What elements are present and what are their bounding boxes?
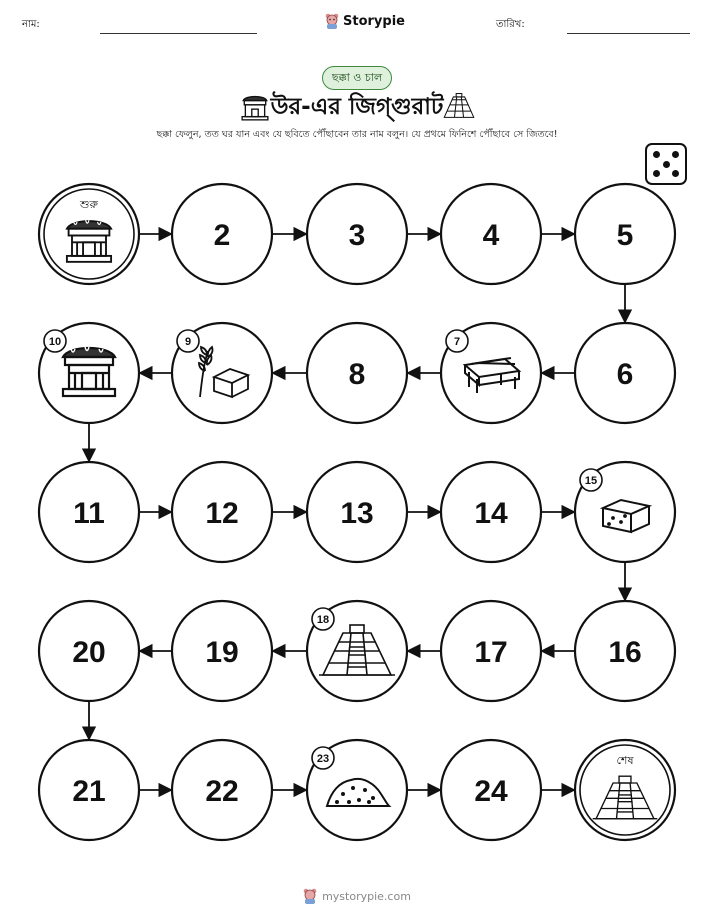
instructions: ছক্কা ফেলুন, তত ঘর যান এবং যে ছবিতে পৌঁছাবেন তার নাম বলুন। যে প্রথমে ফিনিশে পৌঁছাবে সে জিতবে! (156, 129, 558, 140)
board-cell-7[interactable] (441, 323, 541, 423)
footer (0, 888, 714, 904)
board-cell-22[interactable] (172, 740, 272, 840)
cell-number-badge: 9 (184, 336, 192, 348)
bear-icon (303, 888, 317, 904)
cell-number-badge: 18 (316, 614, 330, 626)
cell-number: 13 (340, 497, 374, 530)
cell-number: 22 (205, 775, 239, 808)
cell-number: 5 (616, 219, 634, 252)
cell-number-badge: 15 (584, 475, 598, 487)
cell-number: 20 (72, 636, 106, 669)
cell-number: 17 (474, 636, 508, 669)
board-cell-19[interactable] (172, 601, 272, 701)
board-cell-20[interactable] (39, 601, 139, 701)
board-cell-4[interactable] (441, 184, 541, 284)
cell-number: 8 (348, 358, 366, 391)
cell-number: 4 (482, 219, 500, 252)
board-cell-16[interactable] (575, 601, 675, 701)
cell-number: 24 (474, 775, 508, 808)
cell-number: 12 (205, 497, 239, 530)
board-cell-5[interactable] (575, 184, 675, 284)
date-label: তারিখ: (496, 19, 525, 30)
cell-number-badge: 23 (316, 753, 330, 765)
page-title: উর-এর জিগ্গুরাট (270, 94, 444, 120)
board-cell-23[interactable] (307, 740, 407, 840)
cell-number: 3 (348, 219, 366, 252)
cell-number: 6 (616, 358, 634, 391)
cell-number: 21 (72, 775, 106, 808)
board-cell-3[interactable] (307, 184, 407, 284)
board-cell-15[interactable] (575, 462, 675, 562)
cell-number-badge: 10 (48, 336, 62, 348)
brand-name: Storypie (343, 13, 405, 29)
board-cell-11[interactable] (39, 462, 139, 562)
board-cell-24[interactable] (441, 740, 541, 840)
board-cell-6[interactable] (575, 323, 675, 423)
board-cell-21[interactable] (39, 740, 139, 840)
board-cell-13[interactable] (307, 462, 407, 562)
board-cell-25[interactable] (575, 740, 675, 840)
cell-number: 19 (205, 636, 239, 669)
board-cell-1[interactable] (39, 184, 139, 284)
game-badge: ছক্কা ও চাল (322, 66, 392, 90)
board-cell-8[interactable] (307, 323, 407, 423)
board-cell-17[interactable] (441, 601, 541, 701)
board-cell-2[interactable] (172, 184, 272, 284)
name-label: নাম: (22, 19, 40, 30)
board-cell-10[interactable] (39, 323, 139, 423)
cell-number: 11 (73, 497, 105, 530)
cell-number: 2 (213, 219, 231, 252)
board-cell-9[interactable] (172, 323, 272, 423)
cell-number: 16 (608, 636, 642, 669)
start-label: শুরু (80, 198, 98, 211)
board-cell-18[interactable] (307, 601, 407, 701)
cell-number-badge: 7 (453, 336, 461, 348)
footer-site: mystorypie.com (322, 889, 411, 903)
cell-number: 14 (474, 497, 508, 530)
end-label: শেষ (616, 754, 634, 767)
board-cell-14[interactable] (441, 462, 541, 562)
board-cell-12[interactable] (172, 462, 272, 562)
